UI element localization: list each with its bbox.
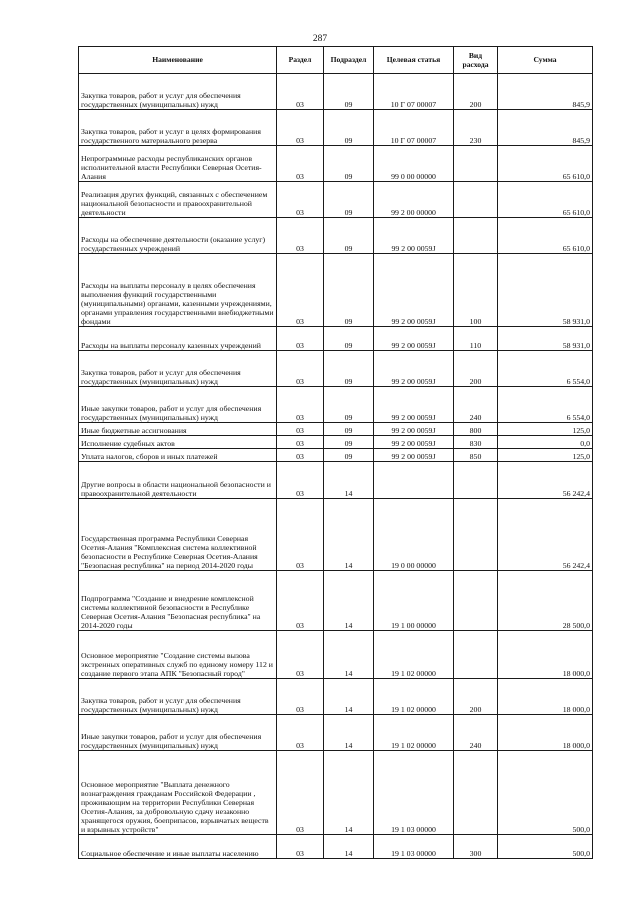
row-subsection: 09 [324,254,374,327]
table-row [79,499,593,571]
row-target-article: 10 Г 07 00007 [374,74,454,110]
row-name: Государственная программа Республики Северная Осетия-Алания "Комплексная система коллективной безопасности в Республике Северная Осетия-Алания "Безопасная республика" на период 2014-2020 годы [79,499,277,571]
row-expense-type: 230 [454,110,498,146]
table-row [79,751,593,835]
row-target-article: 10 Г 07 00007 [374,110,454,146]
row-subsection: 09 [324,110,374,146]
table-row [79,146,593,182]
row-amount: 58 931,0 [498,327,593,351]
row-target-article: 99 2 00 0059J [374,254,454,327]
row-name: Иные закупки товаров, работ и услуг для обеспечения государственных (муниципальных) нужд [79,715,277,751]
row-expense-type: 300 [454,835,498,859]
row-amount: 6 554,0 [498,351,593,387]
budget-table [78,46,593,859]
row-name: Другие вопросы в области национальной безопасности и правоохранительной деятельности [79,462,277,499]
row-subsection: 09 [324,449,374,462]
row-expense-type [454,499,498,571]
header-subsection: Подраздел [324,47,374,74]
row-section: 03 [277,679,324,715]
row-expense-type [454,751,498,835]
table-row [79,679,593,715]
row-name: Исполнение судебных актов [79,436,277,449]
row-expense-type: 200 [454,74,498,110]
row-subsection: 14 [324,462,374,499]
row-section: 03 [277,146,324,182]
row-expense-type: 800 [454,423,498,436]
header-section: Раздел [277,47,324,74]
header-expense-type: Вид расхода [454,47,498,74]
row-amount: 845,9 [498,110,593,146]
row-name: Основное мероприятие "Создание системы вызова экстренных оперативных служб по единому номеру 112 и создание первого этапа АПК "Безопасный город" [79,631,277,679]
row-subsection: 14 [324,835,374,859]
row-section: 03 [277,449,324,462]
row-section: 03 [277,751,324,835]
row-target-article: 99 2 00 0059J [374,351,454,387]
row-subsection: 09 [324,182,374,218]
row-expense-type: 830 [454,436,498,449]
header-row [79,47,593,74]
row-subsection: 14 [324,751,374,835]
row-subsection: 14 [324,631,374,679]
row-amount: 56 242,4 [498,462,593,499]
row-subsection: 14 [324,499,374,571]
row-amount: 125,0 [498,423,593,436]
row-name: Расходы на выплаты персоналу в целях обеспечения выполнения функций государственными (муниципальными) органами, казенными учреждениями, органами управления государственными внебюджетными фондами [79,254,277,327]
row-target-article: 19 1 02 00000 [374,679,454,715]
row-target-article: 99 2 00 0059J [374,218,454,254]
row-target-article: 99 2 00 0059J [374,423,454,436]
row-target-article: 19 0 00 00000 [374,499,454,571]
row-target-article: 19 1 00 00000 [374,571,454,631]
row-section: 03 [277,462,324,499]
row-section: 03 [277,715,324,751]
row-expense-type [454,631,498,679]
row-expense-type: 200 [454,351,498,387]
row-expense-type [454,146,498,182]
row-expense-type [454,462,498,499]
row-section: 03 [277,351,324,387]
row-subsection: 09 [324,351,374,387]
row-name: Подпрограмма "Создание и внедрение комплексной системы коллективной безопасности в Республике Северная Осетия-Алания "Безопасная республика" на 2014-2020 годы [79,571,277,631]
row-amount: 500,0 [498,835,593,859]
row-section: 03 [277,835,324,859]
row-target-article: 99 2 00 00000 [374,182,454,218]
row-subsection: 09 [324,423,374,436]
row-target-article: 19 1 03 00000 [374,751,454,835]
table-row [79,327,593,351]
table-row [79,715,593,751]
row-amount: 58 931,0 [498,254,593,327]
table-row [79,254,593,327]
row-name: Закупка товаров, работ и услуг для обеспечения государственных (муниципальных) нужд [79,351,277,387]
row-amount: 500,0 [498,751,593,835]
row-subsection: 09 [324,218,374,254]
row-target-article [374,462,454,499]
row-target-article: 19 1 03 00000 [374,835,454,859]
row-subsection: 09 [324,146,374,182]
row-section: 03 [277,436,324,449]
row-name: Непрограммные расходы республиканских органов исполнительной власти Республики Северная Осетия-Алания [79,146,277,182]
row-name: Уплата налогов, сборов и иных платежей [79,449,277,462]
row-amount: 845,9 [498,74,593,110]
row-name: Основное мероприятие "Выплата денежного вознаграждения гражданам Российской Федерации , проживающим на территории Республики Северная Осетия-Алания, за добровольную сдачу незаконно хранящегося оружия, боеприпасов, взрывчатых веществ и взрывных устройств" [79,751,277,835]
row-name: Закупка товаров, работ и услуг для обеспечения государственных (муниципальных) нужд [79,679,277,715]
table-row [79,462,593,499]
page-number: 287 [312,34,328,44]
table-row [79,110,593,146]
row-amount: 6 554,0 [498,387,593,423]
row-expense-type [454,182,498,218]
row-section: 03 [277,387,324,423]
row-subsection: 14 [324,571,374,631]
row-section: 03 [277,254,324,327]
row-section: 03 [277,182,324,218]
row-target-article: 19 1 02 00000 [374,715,454,751]
table-row [79,571,593,631]
row-subsection: 14 [324,715,374,751]
row-amount: 28 500,0 [498,571,593,631]
row-section: 03 [277,423,324,436]
table-row [79,631,593,679]
row-amount: 125,0 [498,449,593,462]
row-subsection: 09 [324,436,374,449]
row-target-article: 99 2 00 0059J [374,436,454,449]
table-row [79,351,593,387]
row-amount: 56 242,4 [498,499,593,571]
row-section: 03 [277,110,324,146]
row-section: 03 [277,571,324,631]
table-row [79,74,593,110]
row-section: 03 [277,74,324,110]
table-row [79,182,593,218]
row-section: 03 [277,631,324,679]
row-expense-type: 240 [454,715,498,751]
row-name: Социальное обеспечение и иные выплаты населению [79,835,277,859]
header-amount: Сумма [498,47,593,74]
row-name: Иные закупки товаров, работ и услуг для обеспечения государственных (муниципальных) нужд [79,387,277,423]
row-amount: 18 000,0 [498,715,593,751]
row-target-article: 99 0 00 00000 [374,146,454,182]
row-amount: 18 000,0 [498,631,593,679]
row-amount: 0,0 [498,436,593,449]
row-amount: 18 000,0 [498,679,593,715]
row-section: 03 [277,218,324,254]
header-target-article: Целевая статья [374,47,454,74]
row-expense-type: 850 [454,449,498,462]
row-expense-type: 240 [454,387,498,423]
row-section: 03 [277,499,324,571]
row-amount: 65 610,0 [498,146,593,182]
row-target-article: 99 2 00 0059J [374,449,454,462]
row-name: Иные бюджетные ассигнования [79,423,277,436]
row-target-article: 99 2 00 0059J [374,327,454,351]
row-expense-type: 100 [454,254,498,327]
table-row [79,218,593,254]
row-subsection: 09 [324,327,374,351]
row-amount: 65 610,0 [498,218,593,254]
row-subsection: 14 [324,679,374,715]
row-name: Закупка товаров, работ и услуг для обеспечения государственных (муниципальных) нужд [79,74,277,110]
table-row [79,387,593,423]
row-target-article: 19 1 02 00000 [374,631,454,679]
table-row [79,835,593,859]
table-row [79,436,593,449]
header-name: Наименование [79,47,277,74]
row-subsection: 09 [324,74,374,110]
row-name: Расходы на выплаты персоналу казенных учреждений [79,327,277,351]
row-name: Реализация других функций, связанных с обеспечением национальной безопасности и правоохранительной деятельности [79,182,277,218]
row-name: Закупка товаров, работ и услуг в целях формирования государственного материального резерва [79,110,277,146]
row-expense-type [454,218,498,254]
row-section: 03 [277,327,324,351]
row-expense-type [454,571,498,631]
row-amount: 65 610,0 [498,182,593,218]
row-name: Расходы на обеспечение деятельности (оказание услуг) государственных учреждений [79,218,277,254]
row-expense-type: 110 [454,327,498,351]
row-target-article: 99 2 00 0059J [374,387,454,423]
table-row [79,423,593,436]
row-expense-type: 200 [454,679,498,715]
row-subsection: 09 [324,387,374,423]
table-row [79,449,593,462]
